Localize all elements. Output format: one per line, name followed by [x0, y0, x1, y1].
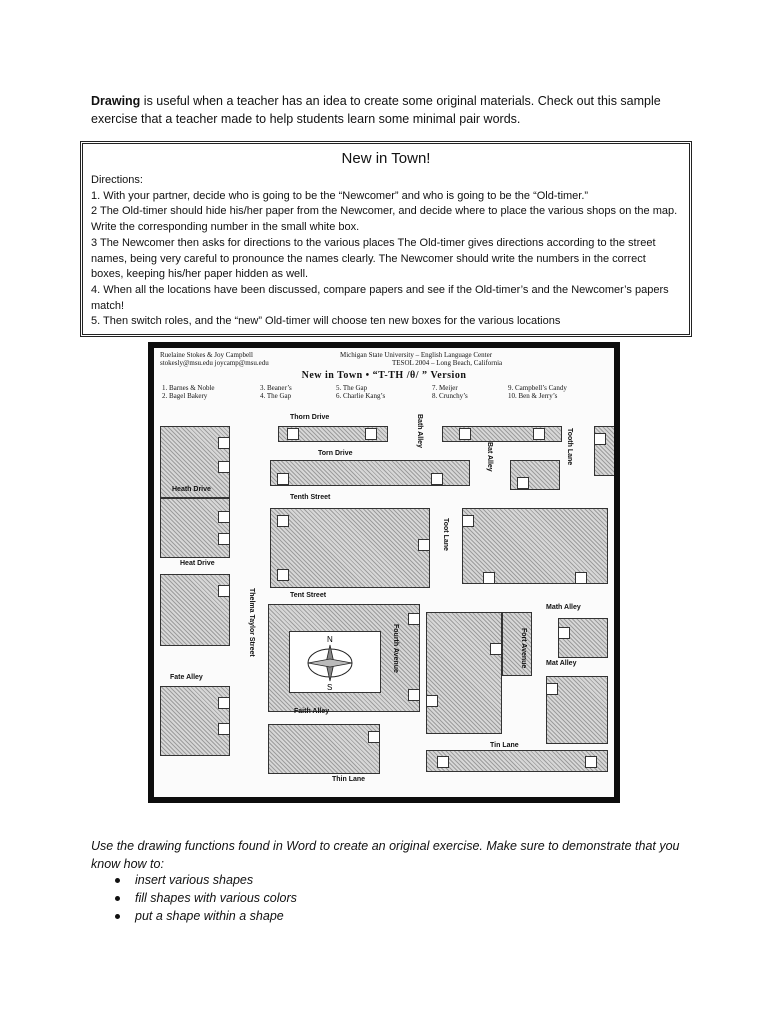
street-tenth-street: Tenth Street — [290, 494, 331, 501]
directions — [91, 173, 681, 330]
map-block — [270, 508, 430, 588]
direction-step-3: 3 The Newcomer then asks for directions to the various places The Old-timer gives directions according to the street names, being very careful to pronounce the names clearly. The Newcomer should write the numbers in the correct boxes, keeping his/her paper hidden as well. — [91, 236, 656, 281]
legend-item: 4. The Gap — [260, 392, 292, 400]
intro-bold-word: Drawing — [91, 94, 141, 108]
map-block — [278, 426, 388, 442]
compass-icon — [290, 632, 380, 692]
street-mat-alley: Mat Alley — [546, 660, 577, 667]
street-math-alley: Math Alley — [546, 604, 581, 611]
map-title: New in Town • “T-TH /θ/ ” Version — [301, 370, 467, 381]
compass-rose — [289, 631, 381, 693]
bullet-text: insert various shapes — [135, 873, 254, 887]
street-toot-lane: Toot Lane — [442, 518, 449, 551]
street-bat-alley: Bat Alley — [486, 442, 493, 472]
legend-col-2 — [260, 384, 292, 400]
map-block — [426, 750, 608, 772]
street-fourth-avenue: Fourth Avenue — [392, 624, 399, 673]
legend-col-4 — [432, 384, 468, 400]
legend-item: 7. Meijer — [432, 384, 458, 392]
compass-south: S — [327, 683, 333, 692]
legend-col-5 — [508, 384, 567, 400]
bullet-item — [115, 873, 253, 887]
legend-item: 9. Campbell’s Candy — [508, 384, 567, 392]
map-block — [594, 426, 614, 476]
street-tin-lane: Tin Lane — [490, 742, 519, 749]
map-figure — [148, 342, 620, 803]
map-block — [510, 460, 560, 490]
legend-item: 6. Charlie Kang’s — [336, 392, 386, 400]
intro-paragraph — [91, 92, 691, 128]
map-block — [268, 724, 380, 774]
bullet-text: fill shapes with various colors — [135, 891, 297, 905]
map-block — [546, 676, 608, 744]
street-thin-lane: Thin Lane — [332, 776, 366, 783]
street-fort-avenue: Fort Avenue — [520, 628, 527, 669]
legend-item: 2. Bagel Bakery — [162, 392, 208, 400]
street-heath-drive: Heath Drive — [172, 486, 211, 493]
map-block — [462, 508, 608, 584]
map-block — [426, 612, 502, 734]
town-map — [154, 348, 614, 797]
bullet-item — [115, 909, 284, 923]
street-fate-alley: Fate Alley — [170, 674, 203, 681]
directions-label: Directions: — [91, 174, 143, 186]
street-heat-drive: Heat Drive — [180, 560, 215, 567]
intro-text: is useful when a teacher has an idea to create some original materials. Check out this sample exercise that a teacher made to help students learn some minimal pair words. — [91, 94, 661, 126]
map-block — [160, 574, 230, 646]
legend-item: 5. The Gap — [336, 384, 368, 392]
legend-col-1 — [162, 384, 215, 400]
map-block — [442, 426, 562, 442]
legend-item: 8. Crunchy’s — [432, 392, 468, 400]
map-block — [270, 460, 470, 486]
street-thorn-drive: Thorn Drive — [290, 414, 330, 421]
map-emails: stokesly@msu.edu joycamp@msu.edu — [160, 359, 269, 367]
map-authors: Ruelaine Stokes & Joy Campbell — [160, 351, 253, 359]
exercise-title: New in Town! — [341, 150, 431, 167]
direction-step-1: 1. With your partner, decide who is going to be the “Newcomer” and who is going to be the “Old-timer.” — [91, 189, 589, 202]
street-tent-street: Tent Street — [290, 592, 327, 599]
bullet-text: put a shape within a shape — [135, 909, 284, 923]
direction-step-5: 5. Then switch roles, and the “new” Old-timer will choose ten new boxes for the various locations — [91, 315, 561, 328]
map-conf: TESOL 2004 – Long Beach, California — [392, 359, 503, 367]
direction-step-2: 2 The Old-timer should hide his/her paper from the Newcomer, and decide where to place the various shops on the map. Write the corresponding number in the small white box. — [91, 205, 678, 234]
map-block — [160, 498, 230, 558]
bullet-item — [115, 891, 297, 905]
map-org: Michigan State University – English Language Center — [340, 351, 493, 359]
legend-item: 3. Beaner’s — [260, 384, 292, 392]
street-faith-alley: Faith Alley — [294, 708, 330, 715]
map-block — [160, 686, 230, 756]
direction-step-4: 4. When all the locations have been discussed, compare papers and see if the Old-timer’s and the Newcomer’s papers match! — [91, 283, 669, 312]
task-paragraph: Use the drawing functions found in Word to create an original exercise. Make sure to demonstrate that you know how to: — [91, 839, 680, 871]
street-thelma-taylor: Thelma Taylor Street — [248, 588, 255, 657]
exercise-box — [80, 141, 692, 337]
legend-item: 10. Ben & Jerry’s — [508, 392, 558, 400]
map-block — [558, 618, 608, 658]
legend-item: 1. Barnes & Noble — [162, 384, 215, 392]
compass-north: N — [327, 635, 333, 644]
legend-col-3 — [336, 384, 385, 400]
street-tooth-lane: Tooth Lane — [566, 428, 573, 466]
street-torn-drive: Torn Drive — [318, 450, 353, 457]
map-block — [502, 612, 532, 676]
street-bath-alley: Bath Alley — [416, 414, 423, 448]
